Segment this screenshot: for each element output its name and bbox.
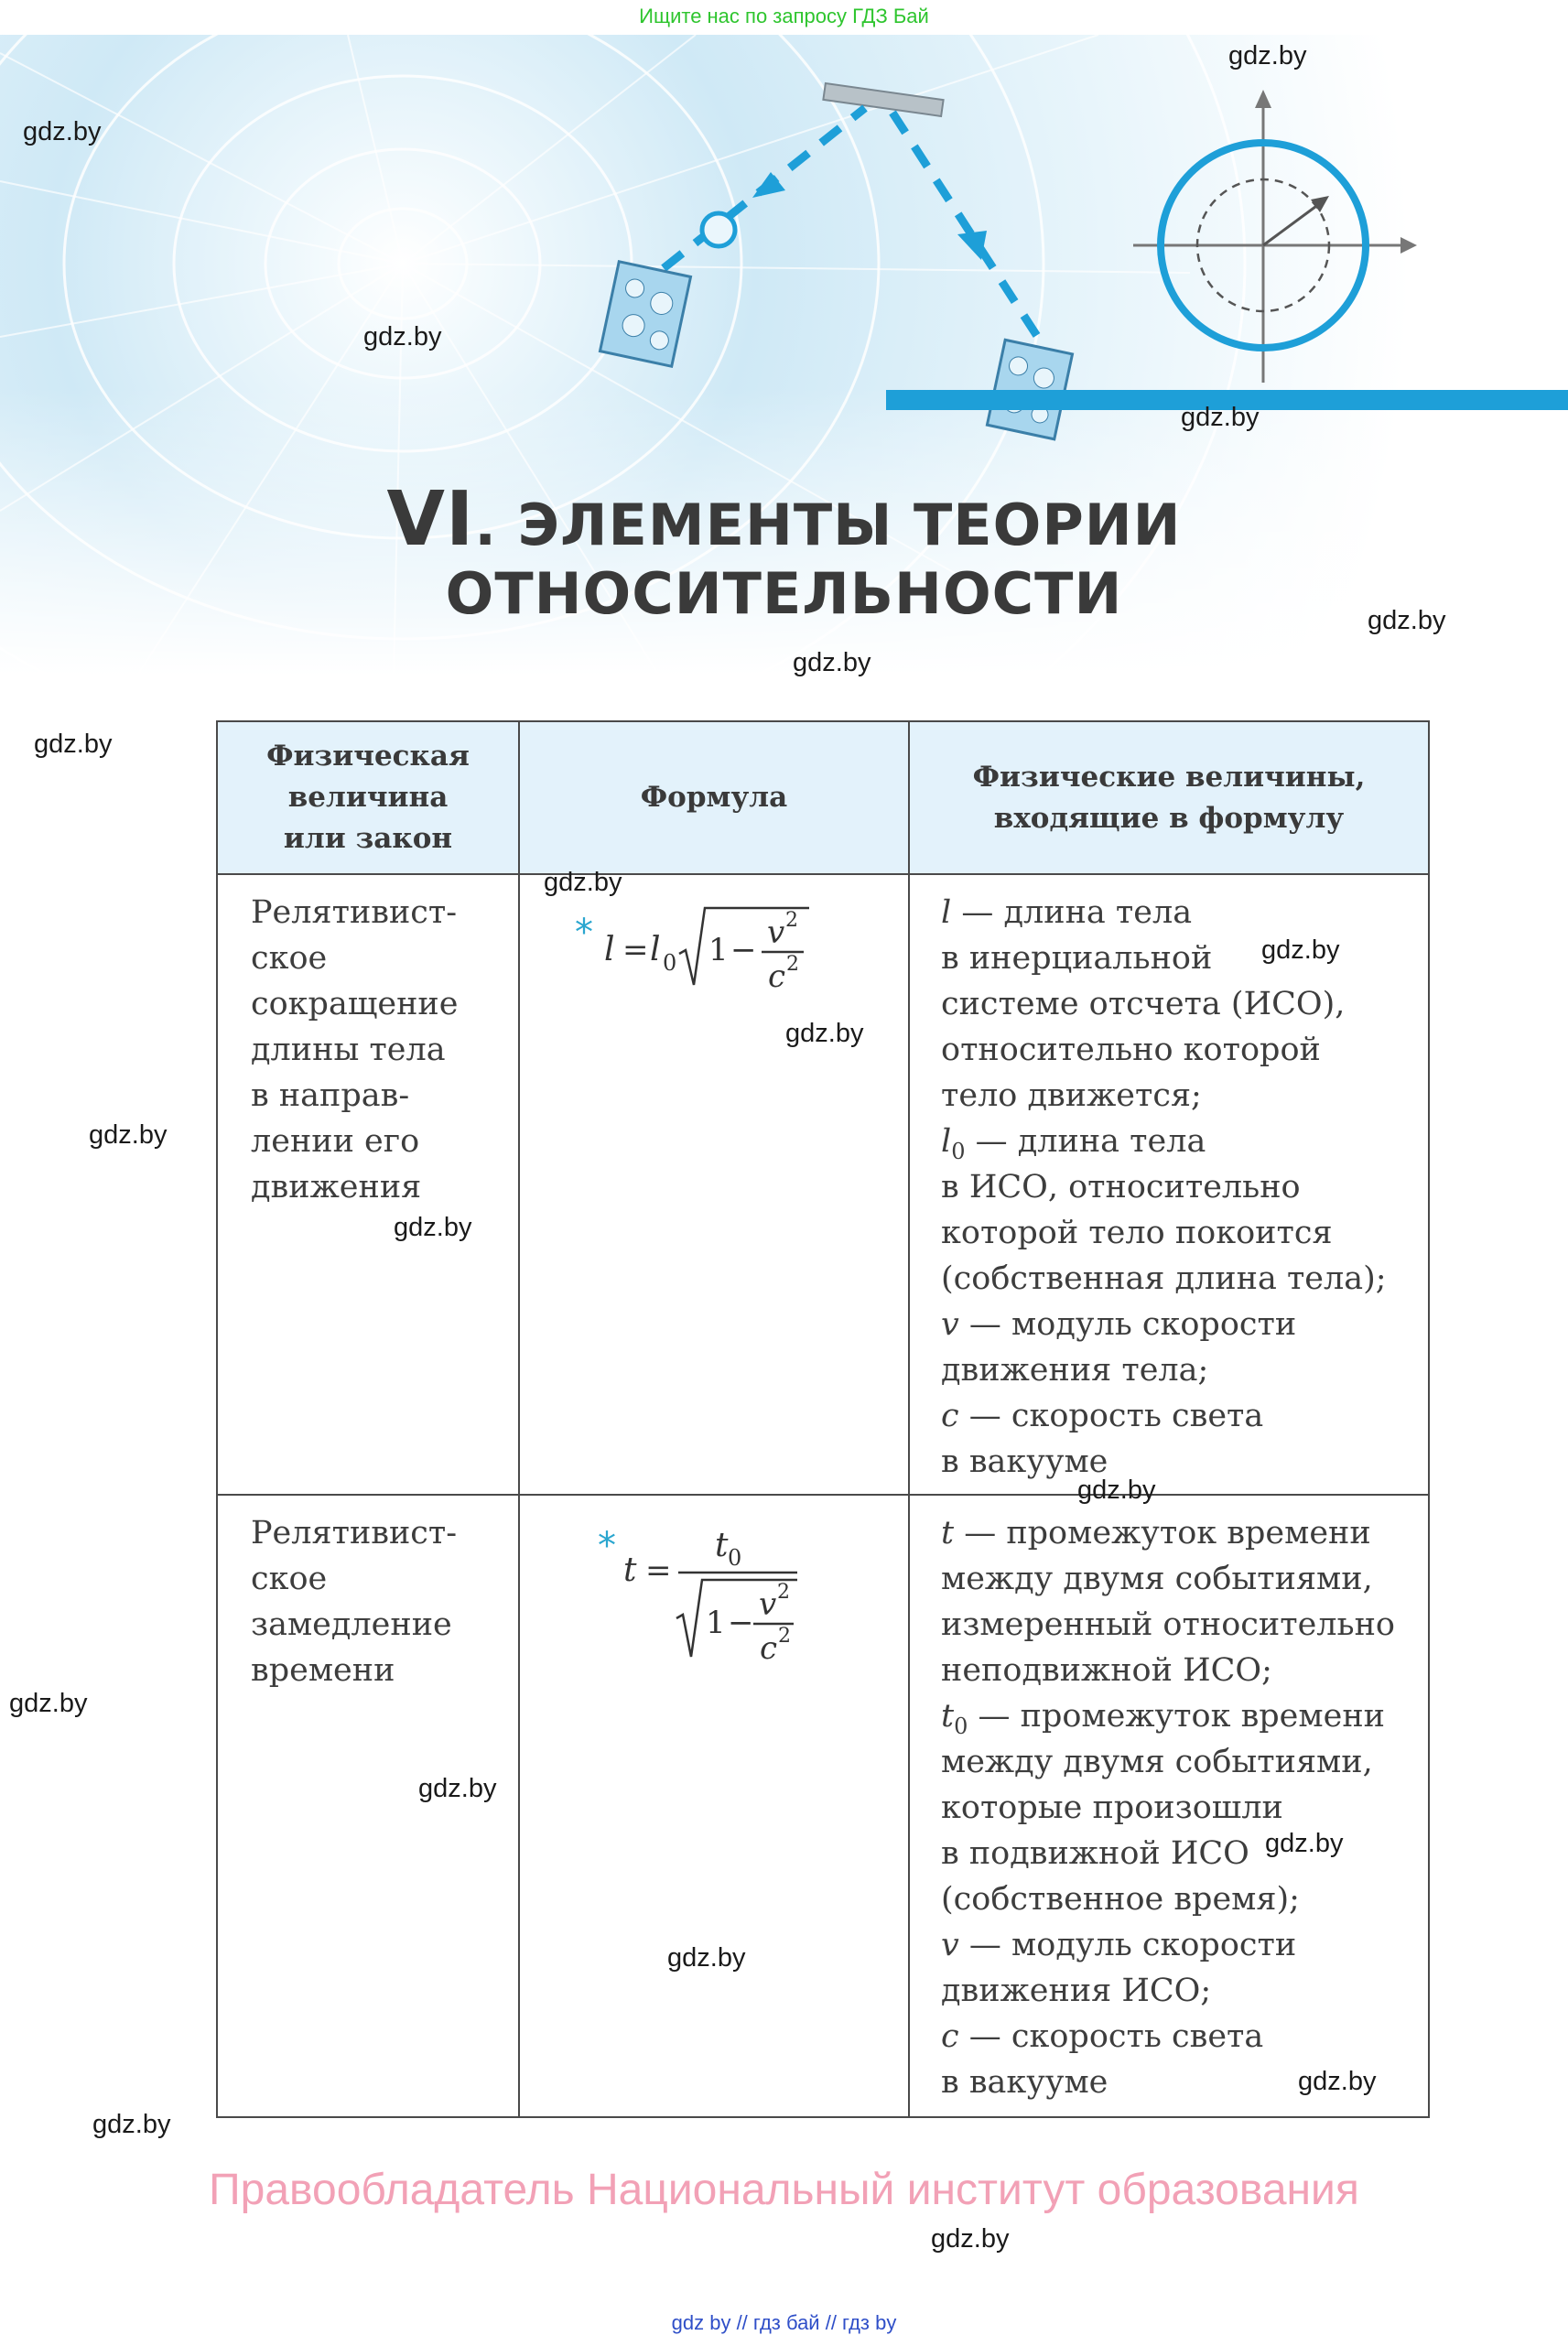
- svg-text:*: *: [598, 1525, 616, 1567]
- formula-cell: [519, 874, 909, 1495]
- variable-line: [941, 1347, 1421, 1393]
- svg-text:=: =: [622, 932, 649, 968]
- variable-line: [941, 1119, 1421, 1164]
- variable-text: между двумя событиями,: [941, 1561, 1373, 1597]
- svg-text:1: 1: [708, 932, 729, 968]
- variable-text: в подвижной ИСО: [941, 1835, 1249, 1872]
- variable-line: [941, 1739, 1421, 1785]
- variable-line: [941, 1510, 1421, 1556]
- watermark: gdz.by: [1181, 403, 1260, 432]
- variable-text: относительно которой: [941, 1032, 1321, 1068]
- table-row: [217, 874, 1429, 1495]
- variable-line: [941, 1968, 1421, 2014]
- relativity-formulas-table: [216, 720, 1430, 2118]
- svg-text:2: 2: [777, 1581, 790, 1604]
- length-contraction-formula: [575, 892, 849, 1001]
- chapter-title-line1: . ЭЛЕМЕНТЫ ТЕОРИИ: [474, 492, 1182, 558]
- variable-symbol: t: [941, 1515, 955, 1551]
- svg-text:*: *: [575, 912, 593, 954]
- variable-line: [941, 1393, 1421, 1439]
- variable-line: [941, 890, 1421, 935]
- watermark: gdz.by: [1261, 935, 1340, 965]
- footer-links: gdz by // гдз бай // гдз by: [671, 2311, 897, 2334]
- svg-text:0: 0: [728, 1545, 742, 1571]
- variable-symbol: l: [941, 894, 952, 931]
- variable-line: [941, 1876, 1421, 1922]
- svg-text:2: 2: [778, 1625, 791, 1648]
- variable-line: [941, 1027, 1421, 1073]
- watermark: gdz.by: [394, 1213, 472, 1242]
- variable-symbol: v: [941, 1927, 959, 1963]
- variable-line: [941, 1556, 1421, 1602]
- law-name-cell: Релятивист- ское замедление времени: [217, 1495, 519, 2117]
- table-header-row: [217, 721, 1429, 874]
- header-formula: Формула: [519, 721, 909, 874]
- svg-text:2: 2: [785, 909, 798, 932]
- variable-text: между двумя событиями,: [941, 1744, 1373, 1780]
- variable-subscript: 0: [954, 1714, 968, 1739]
- variable-line: [941, 935, 1421, 981]
- watermark: gdz.by: [931, 2224, 1010, 2254]
- watermark: gdz.by: [92, 2110, 171, 2139]
- chapter-title: [0, 476, 1568, 563]
- chapter-title-line2: ОТНОСИТЕЛЬНОСТИ: [445, 560, 1123, 627]
- svg-text:t: t: [715, 1527, 729, 1564]
- variable-symbol: l: [941, 1123, 952, 1160]
- variable-subscript: 0: [951, 1139, 966, 1164]
- svg-text:t: t: [623, 1551, 637, 1589]
- variable-text: системе отсчета (ИСО),: [941, 986, 1346, 1022]
- variables-cell: [909, 874, 1429, 1495]
- variable-line: [941, 1602, 1421, 1648]
- watermark: gdz.by: [793, 648, 871, 677]
- copyright-notice: Правообладатель Национальный институт образования: [209, 2166, 1359, 2214]
- variable-symbol: c: [941, 1398, 959, 1434]
- variable-text: измеренный относительно: [941, 1606, 1395, 1643]
- variable-symbol: t: [941, 1698, 955, 1735]
- law-name-cell: Релятивист- ское сокращение длины тела в направ- лении его движения: [217, 874, 519, 1495]
- variable-line: [941, 1210, 1421, 1256]
- svg-text:l: l: [650, 931, 661, 968]
- variable-symbol: v: [941, 1306, 959, 1343]
- variable-line: [941, 1164, 1421, 1210]
- svg-text:2: 2: [786, 953, 799, 976]
- variable-symbol: c: [941, 2018, 959, 2055]
- variable-text: — длина тела: [965, 1123, 1206, 1160]
- formula-cell: [519, 1495, 909, 2117]
- watermark: gdz.by: [544, 868, 622, 897]
- svg-text:0: 0: [663, 950, 677, 976]
- variable-line: [941, 1693, 1421, 1739]
- variable-text: движения тела;: [941, 1352, 1209, 1389]
- variable-text: — модуль скорости: [958, 1306, 1297, 1343]
- variable-line: [941, 1256, 1421, 1302]
- svg-text:v: v: [759, 1586, 777, 1623]
- variable-text: в вакууме: [941, 2064, 1108, 2101]
- variable-text: — промежуток времени: [954, 1515, 1371, 1551]
- variable-line: [941, 1922, 1421, 1968]
- header-variables: Физические величины, входящие в формулу: [909, 721, 1429, 874]
- top-search-banner: Ищите нас по запросу ГДЗ Бай: [639, 5, 929, 27]
- variable-line: [941, 2014, 1421, 2060]
- watermark: gdz.by: [9, 1689, 88, 1718]
- variable-text: — скорость света: [958, 1398, 1264, 1434]
- variable-lines: [941, 890, 1421, 1485]
- svg-text:=: =: [645, 1552, 672, 1589]
- variable-text: — скорость света: [958, 2018, 1264, 2055]
- variables-cell: [909, 1495, 1429, 2117]
- variable-text: (собственное время);: [941, 1881, 1300, 1918]
- watermark: gdz.by: [1265, 1829, 1344, 1858]
- variable-text: неподвижной ИСО;: [941, 1652, 1272, 1689]
- variable-line: [941, 1073, 1421, 1119]
- watermark: gdz.by: [418, 1774, 497, 1803]
- table-row: [217, 1495, 1429, 2117]
- header-quantity: Физическая величина или закон: [217, 721, 519, 874]
- variable-text: в инерциальной: [941, 940, 1213, 977]
- variable-line: [941, 1785, 1421, 1831]
- variable-text: в ИСО, относительно: [941, 1169, 1301, 1205]
- svg-text:−: −: [730, 932, 757, 968]
- svg-text:l: l: [604, 931, 615, 968]
- svg-text:1: 1: [706, 1605, 726, 1641]
- watermark: gdz.by: [23, 117, 102, 146]
- variable-line: [941, 1831, 1421, 1876]
- watermark: gdz.by: [363, 322, 442, 351]
- variable-text: тело движется;: [941, 1077, 1202, 1114]
- time-dilation-formula: [598, 1512, 836, 1668]
- variable-text: (собственная длина тела);: [941, 1260, 1387, 1297]
- variable-line: [941, 1648, 1421, 1693]
- chapter-number: VI: [386, 476, 475, 563]
- variable-text: — модуль скорости: [958, 1927, 1297, 1963]
- variable-line: [941, 1439, 1421, 1485]
- variable-line: [941, 1302, 1421, 1347]
- watermark: gdz.by: [1077, 1476, 1156, 1505]
- variable-text: которой тело покоится: [941, 1215, 1333, 1251]
- watermark: gdz.by: [89, 1120, 168, 1150]
- watermark: gdz.by: [1368, 606, 1446, 635]
- variable-text: движения ИСО;: [941, 1973, 1212, 2009]
- svg-text:c: c: [768, 958, 786, 995]
- watermark: gdz.by: [667, 1943, 746, 1973]
- svg-text:−: −: [728, 1605, 754, 1641]
- watermark: gdz.by: [1228, 41, 1307, 70]
- variable-text: в вакууме: [941, 1443, 1108, 1480]
- watermark: gdz.by: [785, 1019, 864, 1048]
- watermark: gdz.by: [1298, 2067, 1377, 2096]
- variable-line: [941, 981, 1421, 1027]
- photon-icon: [702, 213, 735, 246]
- svg-text:c: c: [760, 1630, 778, 1667]
- svg-text:v: v: [767, 914, 785, 951]
- variable-text: — длина тела: [951, 894, 1193, 931]
- variable-text: которые произошли: [941, 1789, 1283, 1826]
- variable-text: — промежуток времени: [968, 1698, 1385, 1735]
- variable-lines: [941, 1510, 1421, 2105]
- watermark: gdz.by: [34, 730, 113, 759]
